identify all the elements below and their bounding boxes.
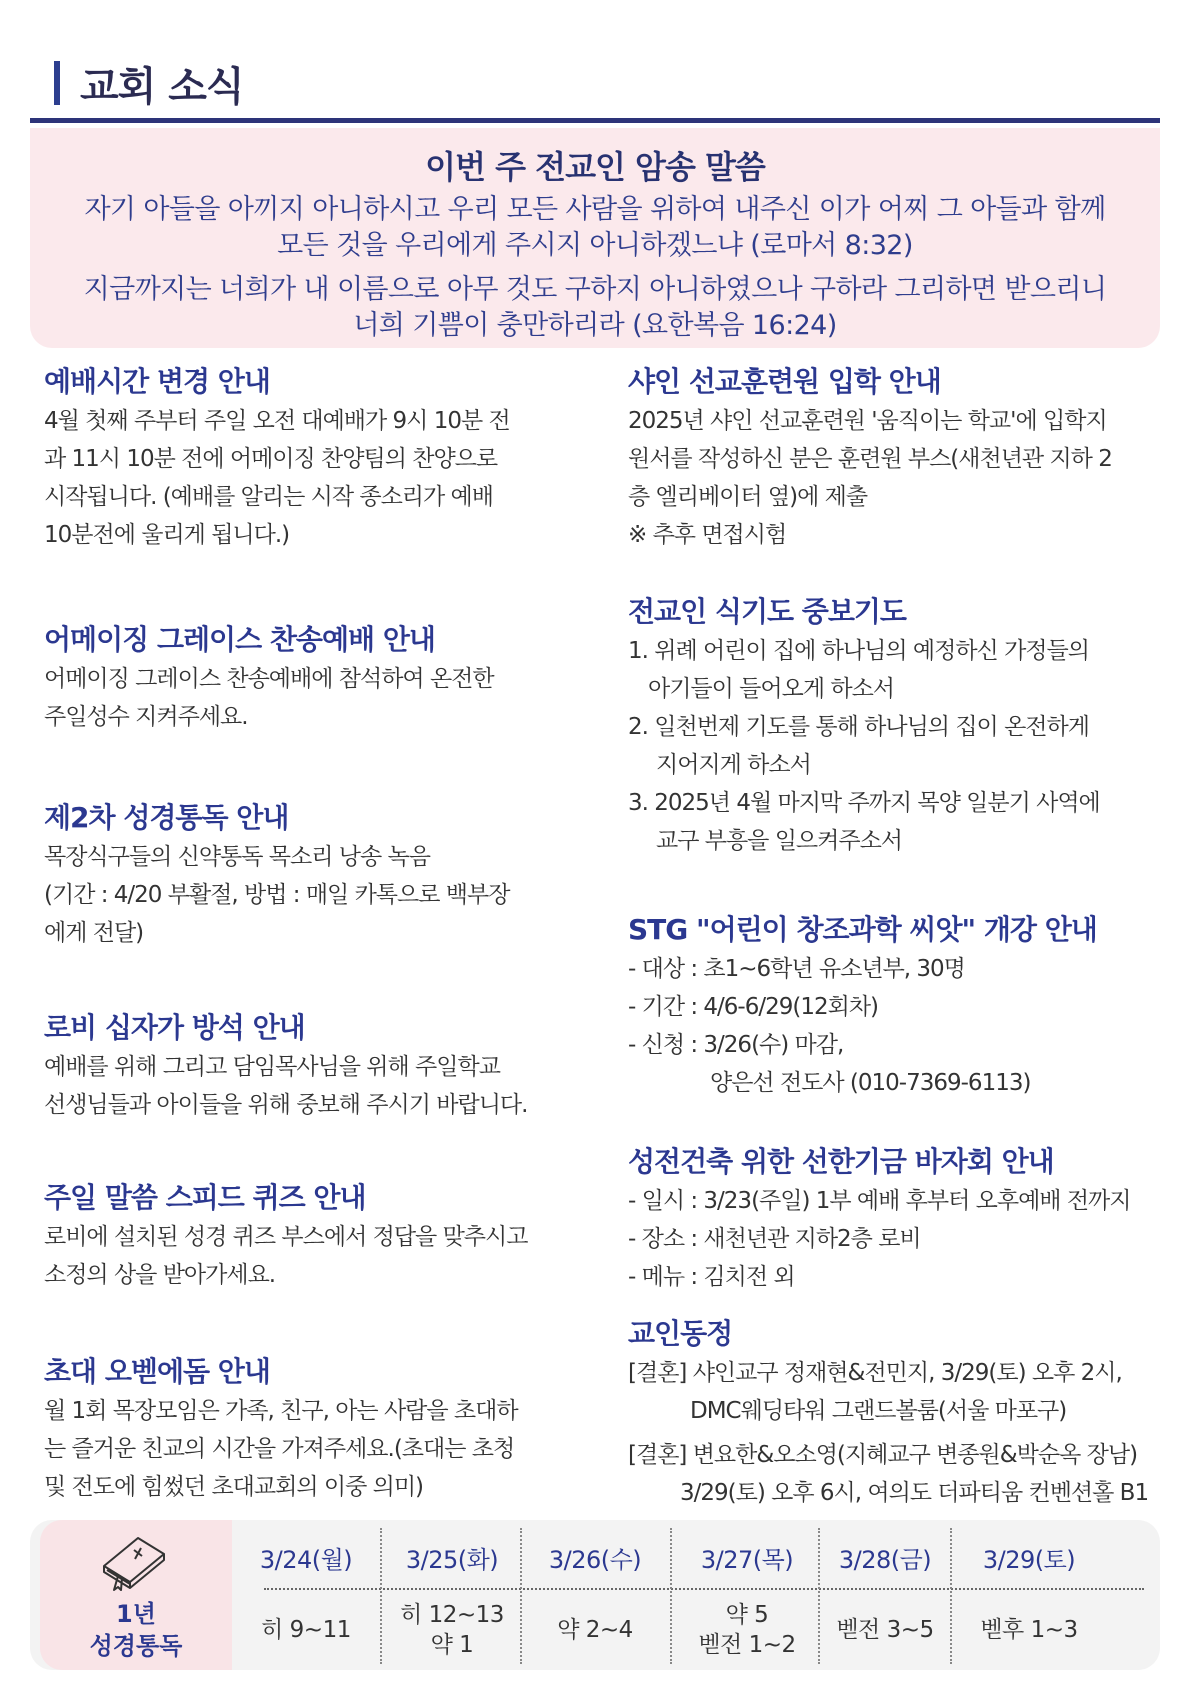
reading-day-column bbox=[674, 1520, 820, 1670]
header-accent-bar bbox=[54, 61, 60, 105]
passage-line: 벧후 1~3 bbox=[980, 1617, 1078, 1643]
notice-mission-school bbox=[628, 362, 1112, 554]
notice-line: - 일시 : 3/23(주일) 1부 예배 후부터 오후예배 전까지 bbox=[628, 1188, 1131, 1214]
notice-title: 제2차 성경통독 안내 bbox=[44, 801, 289, 834]
notice-line: 로비에 설치된 성경 퀴즈 부스에서 정답을 맞추시고 bbox=[44, 1224, 528, 1250]
column-divider bbox=[818, 1528, 820, 1664]
reading-passage bbox=[524, 1598, 666, 1662]
notice-line: 시작됩니다. (예배를 알리는 시작 종소리가 예배 bbox=[44, 484, 493, 510]
notice-title: STG "어린이 창조과학 씨앗" 개강 안내 bbox=[628, 913, 1097, 946]
memory-verse-title: 이번 주 전교인 암송 말씀 bbox=[425, 148, 765, 186]
reading-day-column bbox=[954, 1520, 1104, 1670]
memory-verse-line: 모든 것을 우리에게 주시지 아니하겠느냐 (로마서 8:32) bbox=[277, 230, 913, 261]
page-header bbox=[54, 58, 244, 108]
notice-line: 층 엘리베이터 옆)에 제출 bbox=[628, 484, 868, 510]
notice-title: 주일 말씀 스피드 퀴즈 안내 bbox=[44, 1181, 366, 1214]
notice-line: - 대상 : 초1~6학년 유소년부, 30명 bbox=[628, 956, 965, 982]
notice-line: 예배를 위해 그리고 담임목사님을 위해 주일학교 bbox=[44, 1054, 500, 1080]
column-divider bbox=[950, 1528, 952, 1664]
notice-line: 목장식구들의 신약통독 목소리 낭송 녹음 bbox=[44, 844, 430, 870]
notice-title: 샤인 선교훈련원 입학 안내 bbox=[628, 365, 941, 398]
reading-day: 3/24(월) bbox=[259, 1546, 353, 1574]
notice-line: 3. 2025년 4월 마지막 주까지 목양 일분기 사역에 bbox=[628, 790, 1100, 816]
notice-line: 양은선 전도사 (010-7369-6113) bbox=[710, 1070, 1031, 1096]
header-divider bbox=[30, 118, 1160, 123]
notice-obed-edom bbox=[44, 1352, 518, 1506]
notice-line: 4월 첫째 주부터 주일 오전 대예배가 9시 10분 전 bbox=[44, 408, 510, 434]
notice-line: 교구 부흥을 일으켜주소서 bbox=[656, 828, 903, 854]
passage-line: 약 2~4 bbox=[557, 1617, 633, 1643]
notice-line: (기간 : 4/20 부활절, 방법 : 매일 카톡으로 백부장 bbox=[44, 882, 510, 908]
bible-reading-label-text bbox=[40, 1598, 232, 1662]
notice-line: 1. 위례 어린이 집에 하나님의 예정하신 가정들의 bbox=[628, 638, 1089, 664]
notice-line: - 기간 : 4/6-6/29(12회차) bbox=[628, 994, 879, 1020]
passage-line: 약 1 bbox=[430, 1632, 474, 1658]
notice-line: - 장소 : 새천년관 지하2층 로비 bbox=[628, 1226, 921, 1252]
label-line: 성경통독 bbox=[89, 1632, 183, 1660]
reading-day: 3/26(수) bbox=[548, 1546, 642, 1574]
reading-passage bbox=[954, 1598, 1104, 1662]
memory-verse-line: 자기 아들을 아끼지 아니하시고 우리 모든 사람을 위하여 내주신 이가 어찌 그 아들과 함께 bbox=[84, 194, 1106, 225]
notice-line: 에게 전달) bbox=[44, 920, 144, 946]
notice-bazaar bbox=[628, 1142, 1130, 1296]
notice-line: 월 1회 목장모임은 가족, 친구, 아는 사람을 초대하 bbox=[44, 1398, 518, 1424]
reading-passage bbox=[244, 1598, 368, 1662]
notice-line: 는 즐거운 친교의 시간을 가져주세요.(초대는 초청 bbox=[44, 1436, 515, 1462]
bible-icon bbox=[98, 1532, 170, 1592]
notice-line: DMC웨딩타워 그랜드볼룸(서울 마포구) bbox=[690, 1398, 1067, 1424]
bible-reading-schedule bbox=[30, 1520, 1160, 1670]
notice-bible-reading bbox=[44, 798, 509, 952]
reading-passage bbox=[674, 1598, 820, 1662]
reading-day-column bbox=[524, 1520, 666, 1670]
notice-speed-quiz bbox=[44, 1178, 527, 1294]
reading-day: 3/28(금) bbox=[838, 1546, 932, 1574]
memory-verse-line: 너희 기쁨이 충만하리라 (요한복음 16:24) bbox=[353, 310, 837, 341]
bible-reading-label bbox=[40, 1520, 232, 1670]
passage-line: 벧전 1~2 bbox=[698, 1632, 796, 1658]
memory-verse-line: 지금까지는 너희가 내 이름으로 아무 것도 구하지 아니하였으나 구하라 그리하면 받으리니 bbox=[83, 274, 1107, 305]
notice-line: 소정의 상을 받아가세요. bbox=[44, 1262, 276, 1288]
notice-line: 원서를 작성하신 분은 훈련원 부스(새천년관 지하 2 bbox=[628, 446, 1112, 472]
notice-stg-course bbox=[628, 910, 1097, 1102]
notice-amazing-grace bbox=[44, 620, 494, 736]
notice-line: 및 전도에 힘썼던 초대교회의 이중 의미) bbox=[44, 1474, 424, 1500]
notice-cross-cushion bbox=[44, 1008, 527, 1124]
passage-line: 히 12~13 bbox=[400, 1602, 504, 1628]
passage-line: 약 5 bbox=[725, 1602, 769, 1628]
notice-line: 과 11시 10분 전에 어메이징 찬양팀의 찬양으로 bbox=[44, 446, 498, 472]
notice-line: ※ 추후 면접시험 bbox=[628, 522, 787, 548]
reading-table bbox=[234, 1520, 1160, 1670]
notice-worship-time bbox=[44, 362, 510, 554]
reading-day: 3/25(화) bbox=[405, 1546, 499, 1574]
notice-line: 3/29(토) 오후 6시, 여의도 더파티움 컨벤션홀 B1 bbox=[680, 1480, 1149, 1506]
notice-line: 10분전에 울리게 됩니다.) bbox=[44, 522, 290, 548]
notice-line: 2025년 샤인 선교훈련원 '움직이는 학교'에 입학지 bbox=[628, 408, 1107, 434]
reading-day: 3/27(목) bbox=[700, 1546, 794, 1574]
passage-line: 히 9~11 bbox=[261, 1617, 351, 1643]
notice-meal-prayer bbox=[628, 592, 1100, 860]
notice-title: 예배시간 변경 안내 bbox=[44, 365, 270, 398]
column-divider bbox=[520, 1528, 522, 1664]
column-divider bbox=[670, 1528, 672, 1664]
notice-line: [결혼] 샤인교구 정재현&전민지, 3/29(토) 오후 2시, bbox=[628, 1360, 1122, 1386]
column-divider bbox=[380, 1528, 382, 1664]
notice-line: 선생님들과 아이들을 위해 중보해 주시기 바랍니다. bbox=[44, 1092, 528, 1118]
notice-title: 어메이징 그레이스 찬송예배 안내 bbox=[44, 623, 435, 656]
reading-day: 3/29(토) bbox=[982, 1546, 1076, 1574]
notice-line: [결혼] 변요한&오소영(지혜교구 변종원&박순옥 장남) bbox=[628, 1442, 1138, 1468]
notice-line: - 메뉴 : 김치전 외 bbox=[628, 1264, 795, 1290]
reading-day-column bbox=[384, 1520, 520, 1670]
passage-line: 벧전 3~5 bbox=[836, 1617, 934, 1643]
notice-line: 아기들이 들어오게 하소서 bbox=[648, 676, 895, 702]
notice-line: 2. 일천번제 기도를 통해 하나님의 집이 온전하게 bbox=[628, 714, 1089, 740]
notice-title: 로비 십자가 방석 안내 bbox=[44, 1011, 305, 1044]
reading-day-column bbox=[822, 1520, 948, 1670]
notice-line: 주일성수 지켜주세요. bbox=[44, 704, 248, 730]
notice-member-news bbox=[628, 1314, 1148, 1512]
notice-title: 전교인 식기도 중보기도 bbox=[628, 595, 906, 628]
page-title: 교회 소식 bbox=[80, 63, 244, 110]
notice-title: 성전건축 위한 선한기금 바자회 안내 bbox=[628, 1145, 1054, 1178]
notice-title: 초대 오벧에돔 안내 bbox=[44, 1355, 270, 1388]
memory-verse-box bbox=[30, 128, 1160, 348]
notice-line: - 신청 : 3/26(수) 마감, bbox=[628, 1032, 844, 1058]
reading-passage bbox=[822, 1598, 948, 1662]
notice-title: 교인동정 bbox=[628, 1317, 733, 1350]
reading-passage bbox=[384, 1598, 520, 1662]
label-line: 1년 bbox=[116, 1600, 156, 1628]
notice-line: 어메이징 그레이스 찬송예배에 참석하여 온전한 bbox=[44, 666, 494, 692]
notice-line: 지어지게 하소서 bbox=[656, 752, 811, 778]
reading-day-column bbox=[244, 1520, 368, 1670]
